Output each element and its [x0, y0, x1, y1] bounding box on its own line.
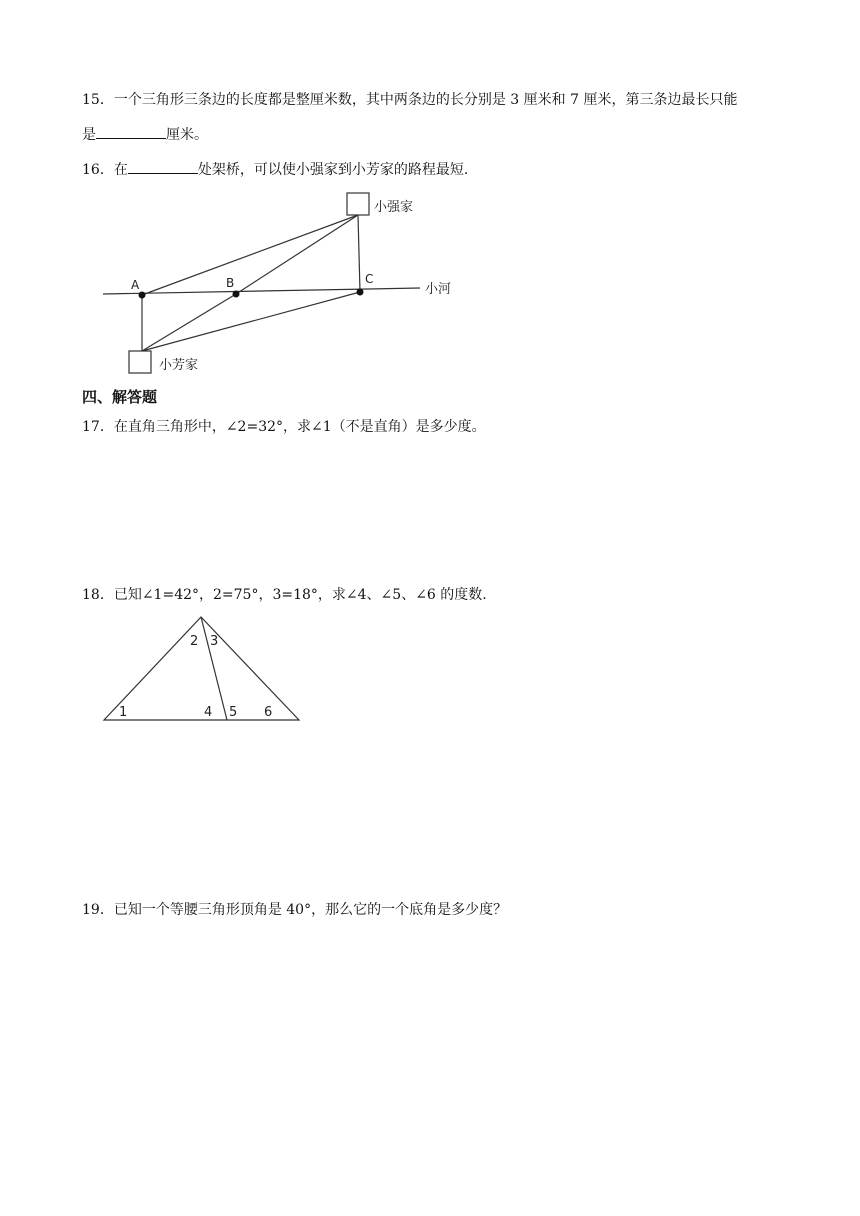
angle-4-label: 4 — [204, 705, 213, 720]
angle-5-label: 5 — [229, 705, 238, 720]
label-river: 小河 — [425, 282, 452, 297]
label-b: B — [226, 276, 235, 290]
q19-text: 已知一个等腰三角形顶角是 40°，那么它的一个底角是多少度？ — [113, 902, 508, 918]
label-qiang: 小强家 — [374, 200, 414, 215]
q15-post: 厘米。 — [166, 127, 208, 143]
q16-pre: 在 — [113, 162, 128, 178]
q15-text: 一个三角形三条边的长度都是整厘米数，其中两条边的长分别是 3 厘米和 7 厘米，第三条边最长只能 — [113, 92, 738, 108]
section-title: 四、解答题 — [82, 388, 158, 406]
label-a: A — [131, 278, 140, 292]
angle-1-label: 1 — [119, 705, 128, 720]
angle-3-label: 3 — [210, 634, 219, 649]
angle-2-label: 2 — [190, 634, 199, 649]
q18-number: 18． — [82, 587, 114, 603]
q19-number: 19． — [82, 902, 114, 918]
q16-post: 处架桥，可以使小强家到小芳家的路程最短. — [197, 162, 469, 178]
q17-text: 在直角三角形中，∠2=32°，求∠1（不是直角）是多少度。 — [113, 419, 486, 435]
q18-text: 已知∠1=42°，2=75°，3=18°，求∠4、∠5、∠6 的度数. — [113, 587, 487, 603]
q16-number: 16． — [82, 162, 114, 178]
q19-line — [82, 900, 507, 920]
q15-number: 15． — [82, 92, 114, 108]
q15-pre: 是 — [82, 127, 96, 143]
label-c: C — [365, 272, 374, 286]
label-fang: 小芳家 — [159, 358, 199, 373]
angle-6-label: 6 — [264, 705, 273, 720]
q17-number: 17． — [82, 419, 114, 435]
